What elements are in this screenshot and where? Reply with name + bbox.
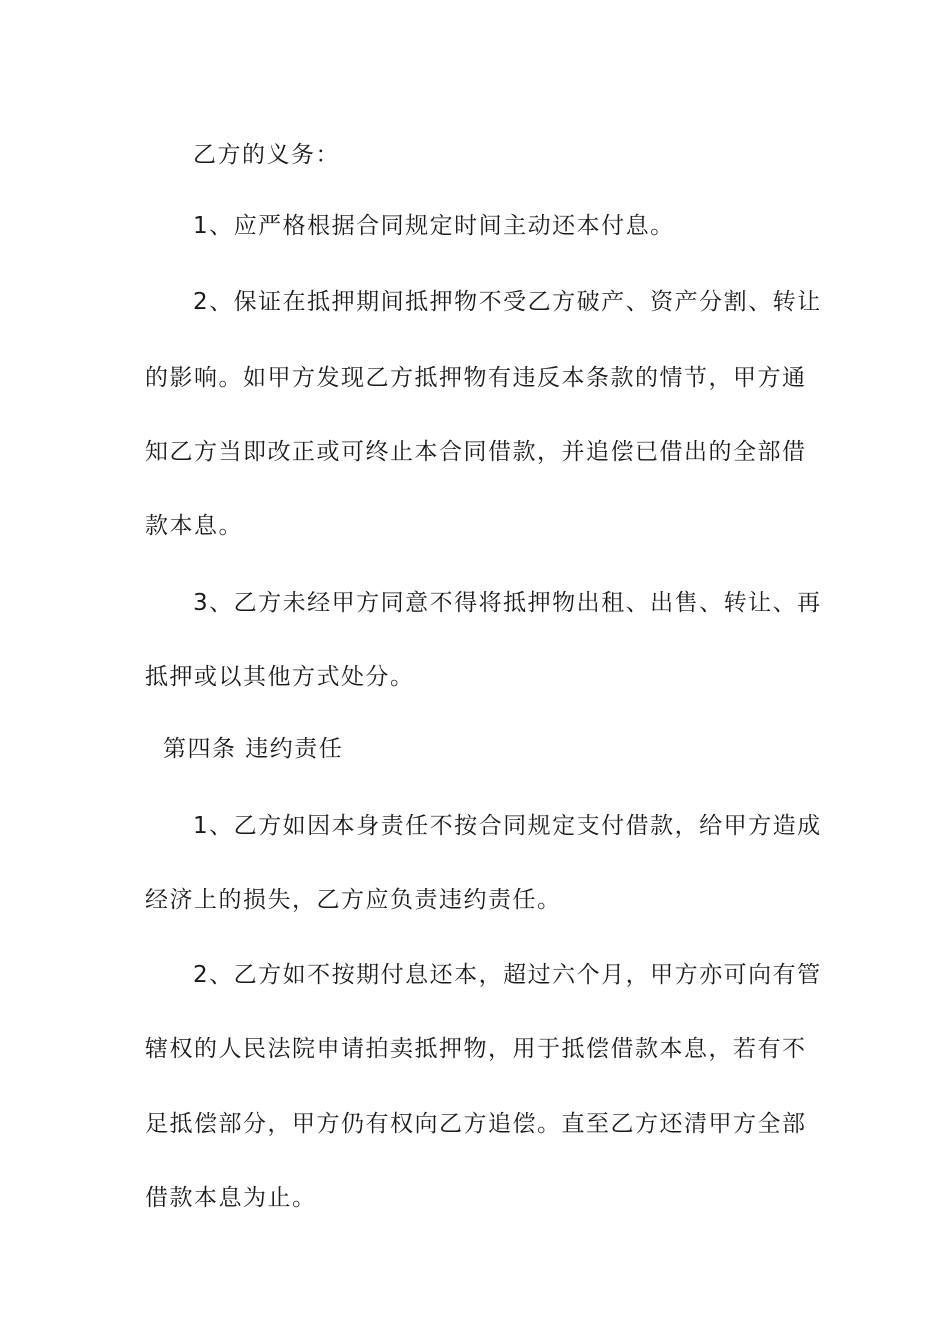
paragraph-line: 款本息。 — [145, 513, 243, 539]
article-4-heading: 第四条 违约责任 — [163, 736, 344, 762]
paragraph-line: 经济上的损失，乙方应负责违约责任。 — [145, 887, 562, 913]
paragraph-line: 2、乙方如不按期付息还本，超过六个月，甲方亦可向有管 — [193, 962, 822, 988]
paragraph-line: 知乙方当即改正或可终止本合同借款，并追偿已借出的全部借 — [145, 439, 807, 465]
paragraph-line: 2、保证在抵押期间抵押物不受乙方破产、资产分割、转让 — [193, 289, 822, 315]
heading-party-b-obligations: 乙方的义务： — [193, 142, 340, 168]
paragraph-line: 抵押或以其他方式处分。 — [145, 664, 415, 690]
paragraph-line: 3、乙方未经甲方同意不得将抵押物出租、出售、转让、再 — [193, 590, 822, 616]
paragraph-line: 1、应严格根据合同规定时间主动还本付息。 — [193, 213, 675, 239]
paragraph-line: 辖权的人民法院申请拍卖抵押物，用于抵偿借款本息，若有不 — [145, 1036, 807, 1062]
paragraph-line: 1、乙方如因本身责任不按合同规定支付借款，给甲方造成 — [193, 813, 822, 839]
paragraph-line: 的影响。如甲方发现乙方抵押物有违反本条款的情节，甲方通 — [145, 365, 807, 391]
paragraph-line: 足抵偿部分，甲方仍有权向乙方追偿。直至乙方还清甲方全部 — [145, 1111, 807, 1137]
paragraph-line: 借款本息为止。 — [145, 1185, 317, 1211]
